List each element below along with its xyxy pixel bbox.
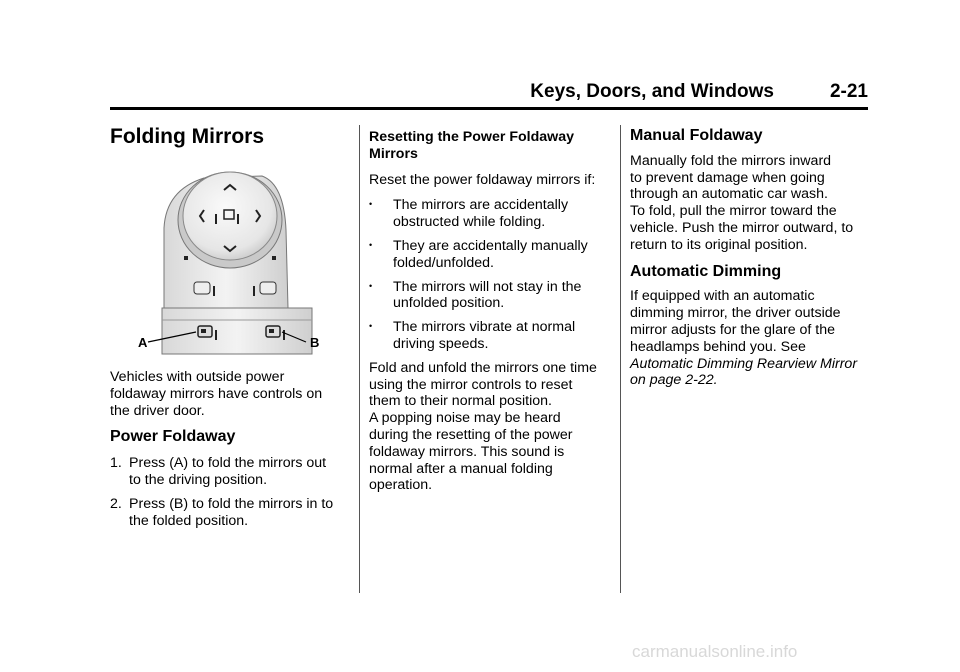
label-b: B xyxy=(310,335,320,350)
header-rule xyxy=(110,107,868,110)
automatic-dimming-text: If equipped with an automatic dimming mirror, the driver outside mirror adjusts for the glare of the headlamps behind you. See Automatic Dimming Rearview Mirror on page 2-22. xyxy=(630,288,858,389)
bullet-icon: • xyxy=(369,239,373,250)
reset-paragraph: Fold and unfold the mirrors one time using the mirror controls to reset them to their normal position. A popping noise may be heard during the resetting of the power foldaway mirrors. This sound is normal after a manual folding operation. xyxy=(369,359,597,494)
bullet-2: • They are accidentally manually folded/unfolded. xyxy=(369,237,588,271)
reset-lead: Reset the power foldaway mirrors if: xyxy=(369,171,596,188)
power-foldaway-heading: Power Foldaway xyxy=(110,428,236,446)
column-divider-2 xyxy=(620,125,621,593)
column-divider-1 xyxy=(359,125,360,593)
manual-foldaway-heading: Manual Foldaway xyxy=(630,127,763,144)
step-1: 1. Press (A) to fold the mirrors out to the driving position. xyxy=(110,455,327,488)
page-header xyxy=(110,81,868,107)
watermark: carmanualsonline.info xyxy=(632,642,798,661)
cross-reference-link[interactable]: Automatic Dimming Rearview Mirror on page 2-22. xyxy=(630,355,858,389)
automatic-dimming-heading: Automatic Dimming xyxy=(630,262,782,280)
column-1 xyxy=(110,125,350,146)
column-1-body xyxy=(110,369,350,529)
step-2: 2. Press (B) to fold the mirrors in to the folded position. xyxy=(110,495,334,529)
page-title: Folding Mirrors xyxy=(110,125,264,148)
bullet-3: • The mirrors will not stay in the unfolded position. xyxy=(369,278,582,312)
mirror-switch-drawing xyxy=(134,170,326,360)
section-title: Keys, Doors, and Windows xyxy=(530,81,774,102)
column-2 xyxy=(369,129,609,494)
mirror-control-illustration xyxy=(134,170,326,360)
resetting-heading: Resetting the Power Foldaway Mirrors xyxy=(369,129,574,162)
bullet-1: • The mirrors are accidentally obstructed while folding. xyxy=(369,197,569,231)
label-a: A xyxy=(138,335,148,350)
manual-foldaway-text: Manually fold the mirrors inward to prevent damage when going through an automatic car wash. To fold, pull the mirror toward the vehicle. Push the mirror outward, to return to its original position. xyxy=(630,152,854,253)
intro-paragraph: Vehicles with outside power foldaway mirrors have controls on the driver door. xyxy=(110,369,323,419)
bullet-icon: • xyxy=(369,280,373,291)
column-3 xyxy=(630,128,870,389)
bullet-icon: • xyxy=(369,199,373,210)
bullet-4: • The mirrors vibrate at normal driving speeds. xyxy=(369,319,576,352)
bullet-icon: • xyxy=(369,321,373,332)
page-number: 2-21 xyxy=(829,81,868,102)
